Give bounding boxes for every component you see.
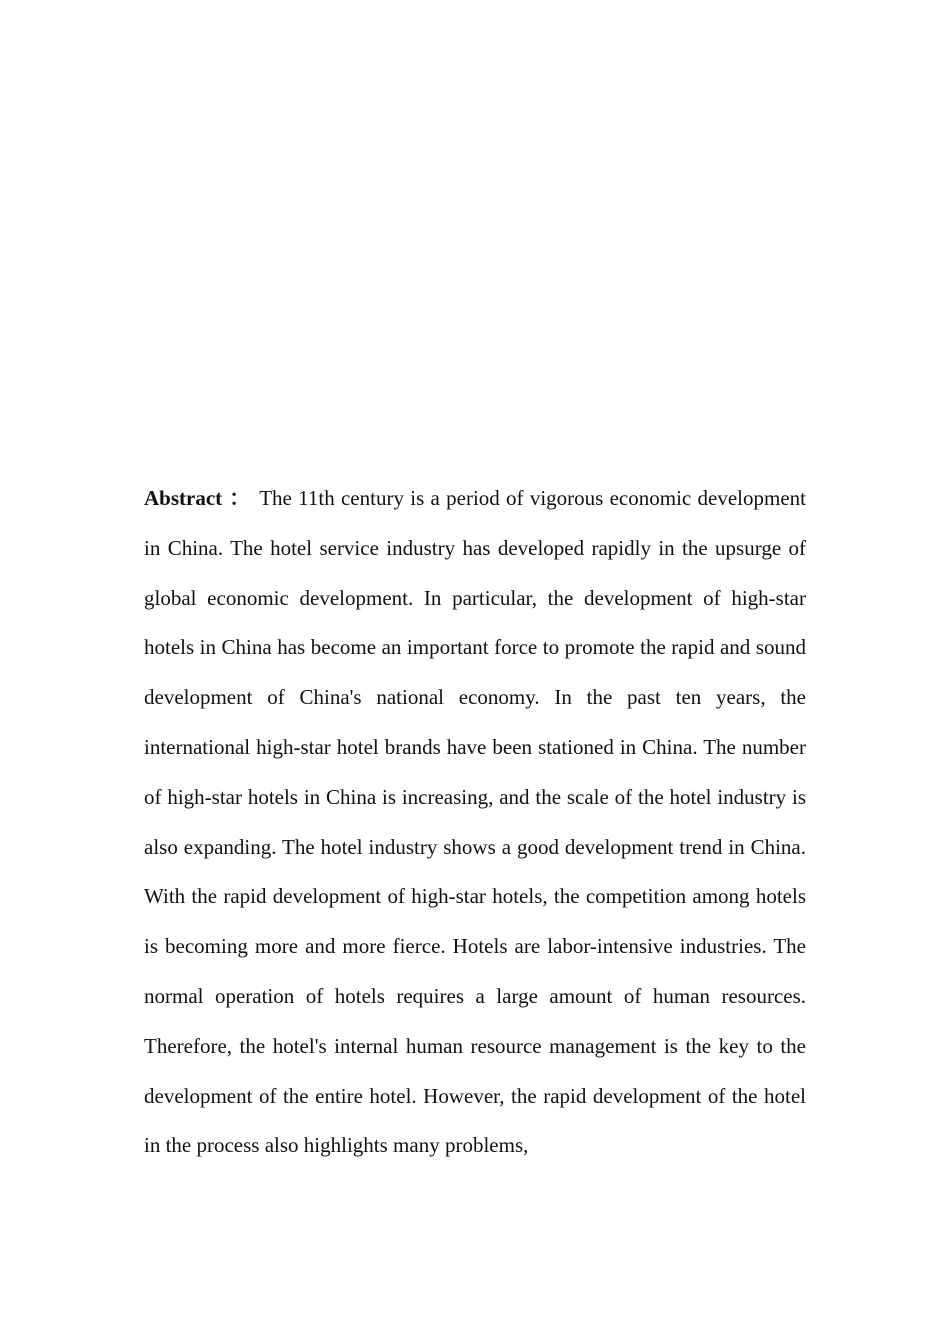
abstract-text: The 11th century is a period of vigorous economic development in China. The hotel service industry has developed rapidly in the upsurge of global economic development. In particular, the development of high-star hotels in China has become an important force to promote the rapid and sound development of China's national economy. In the past ten years, the international high-star hotel brands have been stationed in China. The number of high-star hotels in China is increasing, and the scale of the hotel industry is also expanding. The hotel industry shows a good development trend in China. With the rapid development of high-star hotels, the competition among hotels is becoming more and more fierce. Hotels are labor-intensive industries. The normal operation of hotels requires a large amount of human resources. Therefore, the hotel's internal human resource management is the key to the development of the entire hotel. However, the rapid development of the hotel in the process also highlights many problems, (144, 486, 806, 1158)
abstract-colon: ： (228, 486, 252, 510)
abstract-paragraph (144, 474, 806, 1171)
abstract-label: Abstract (144, 486, 223, 510)
